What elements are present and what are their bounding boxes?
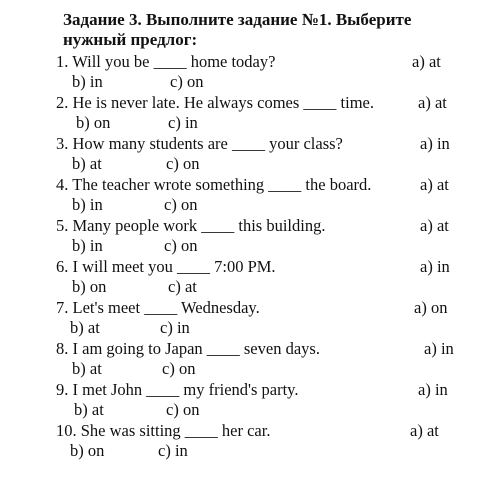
question-4 <box>56 175 476 215</box>
task-title <box>63 10 463 50</box>
option-b: b) on <box>72 277 107 296</box>
option-c: c) on <box>164 236 198 255</box>
question-8 <box>56 339 476 379</box>
question-stem: 3. How many students are ____ your class? <box>56 134 343 153</box>
option-a: a) on <box>414 298 448 317</box>
task-title-line2: нужный предлог: <box>63 30 198 49</box>
option-c: c) in <box>158 441 188 460</box>
question-5 <box>56 216 476 256</box>
option-b: b) in <box>72 236 103 255</box>
option-b: b) at <box>72 359 102 378</box>
option-c: c) in <box>168 113 198 132</box>
option-a: a) in <box>420 257 450 276</box>
option-a: a) at <box>410 421 439 440</box>
option-c: c) on <box>162 359 196 378</box>
question-stem: 8. I am going to Japan ____ seven days. <box>56 339 320 358</box>
question-7 <box>56 298 476 338</box>
option-a: a) in <box>424 339 454 358</box>
question-9 <box>56 380 476 420</box>
option-a: a) in <box>420 134 450 153</box>
option-a: a) at <box>412 52 441 71</box>
option-c: c) in <box>160 318 190 337</box>
question-1 <box>56 52 476 92</box>
question-3 <box>56 134 476 174</box>
option-c: c) on <box>166 154 200 173</box>
question-stem: 10. She was sitting ____ her car. <box>56 421 271 440</box>
option-b: b) at <box>72 154 102 173</box>
question-stem: 5. Many people work ____ this building. <box>56 216 326 235</box>
question-6 <box>56 257 476 297</box>
option-a: a) at <box>418 93 447 112</box>
task-title-line1: Задание 3. Выполните задание №1. Выберите <box>63 10 412 29</box>
option-b: b) on <box>70 441 105 460</box>
option-c: c) on <box>170 72 204 91</box>
option-c: c) on <box>164 195 198 214</box>
option-b: b) in <box>72 195 103 214</box>
question-stem: 2. He is never late. He always comes ____ time. <box>56 93 374 112</box>
question-2 <box>56 93 476 133</box>
question-stem: 7. Let's meet ____ Wednesday. <box>56 298 260 317</box>
option-a: a) at <box>420 175 449 194</box>
question-stem: 4. The teacher wrote something ____ the board. <box>56 175 372 194</box>
option-a: a) at <box>420 216 449 235</box>
option-c: c) at <box>168 277 197 296</box>
option-b: b) at <box>74 400 104 419</box>
option-b: b) in <box>72 72 103 91</box>
question-10 <box>56 421 476 461</box>
question-stem: 9. I met John ____ my friend's party. <box>56 380 299 399</box>
question-stem: 6. I will meet you ____ 7:00 PM. <box>56 257 276 276</box>
option-a: a) in <box>418 380 448 399</box>
option-c: c) on <box>166 400 200 419</box>
option-b: b) at <box>70 318 100 337</box>
question-stem: 1. Will you be ____ home today? <box>56 52 276 71</box>
option-b: b) on <box>76 113 111 132</box>
